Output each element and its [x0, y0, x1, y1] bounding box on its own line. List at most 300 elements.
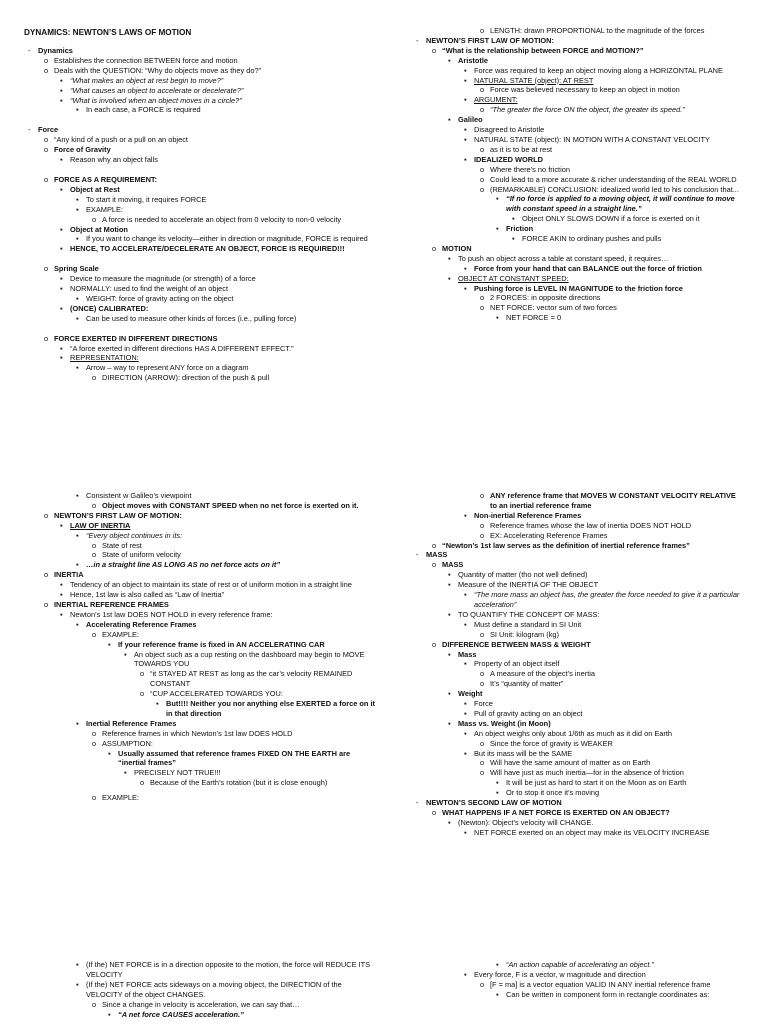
outline-item: [24, 768, 376, 778]
spacer: [24, 254, 376, 264]
bullet-marker: o: [480, 105, 485, 115]
bullet-marker: ▪: [76, 204, 79, 214]
outline-item: [412, 165, 744, 175]
outline-item: [412, 274, 744, 284]
outline-text: FORCE AS A REQUIREMENT:: [54, 174, 158, 184]
outline-item: [412, 590, 744, 610]
bullet-marker: ▪: [464, 154, 467, 164]
bottom-left-column: [24, 491, 376, 803]
outline-text: Disagreed to Aristotle: [474, 125, 545, 135]
bullet-marker: ▪: [60, 224, 63, 234]
outline-item: [24, 511, 376, 521]
outline-item: [412, 56, 744, 66]
outline-text: “If no force is applied to a moving object, it will continue to move with constant speed in a straight line.”: [506, 194, 735, 214]
outline-text: IDEALIZED WORLD: [474, 154, 543, 164]
outline-item: [412, 234, 744, 244]
outline-text: Quantity of matter (tho not well defined): [458, 570, 588, 580]
bullet-marker: o: [432, 45, 437, 55]
outline-item: [412, 194, 744, 214]
bullet-marker: ▪: [76, 979, 79, 989]
outline-text: Hence, 1st law is also called as “Law of Inertia”: [70, 590, 225, 600]
bullet-marker: ▪: [76, 313, 79, 323]
outline-item: [24, 580, 376, 590]
document-title: DYNAMICS: NEWTON’S LAWS OF MOTION: [24, 28, 192, 37]
outline-text: Will have just as much inertia—for in the absence of friction: [490, 768, 684, 778]
bullet-marker: ▪: [448, 718, 451, 728]
outline-text: Deals with the QUESTION: “Why do objects move as they do?”: [54, 65, 262, 75]
outline-item: [412, 630, 744, 640]
outline-text: INERTIA: [54, 570, 84, 580]
outline-item: [412, 960, 744, 970]
outline-item: [412, 46, 744, 56]
outline-item: [412, 640, 744, 650]
outline-item: [412, 541, 744, 551]
bullet-marker: -: [416, 798, 419, 808]
bullet-marker: ▪: [76, 363, 79, 373]
bullet-marker: o: [480, 491, 485, 500]
bullet-marker: ▪: [464, 75, 467, 85]
outline-text: “What causes an object to accelerate or decelerate?”: [70, 85, 244, 95]
outline-item: [412, 768, 744, 778]
outline-text: “Any kind of a push or a pull on an object: [54, 135, 188, 145]
outline-item: [412, 659, 744, 669]
bullet-marker: o: [480, 669, 485, 679]
outline-item: [24, 590, 376, 600]
outline-text: HENCE, TO ACCELERATE/DECELERATE AN OBJECT, FORCE IS REQUIRED!!!: [70, 244, 345, 254]
outline-text: “A force exerted in different directions HAS A DIFFERENT EFFECT.”: [70, 343, 294, 353]
bullet-marker: ▪: [76, 718, 79, 728]
bullet-marker: ▪: [496, 989, 499, 999]
outline-text: Newton’s 1st law DOES NOT HOLD in every reference frame:: [70, 609, 273, 619]
outline-item: [24, 46, 376, 56]
outline-item: [24, 610, 376, 620]
bullet-marker: ▪: [76, 105, 79, 115]
outline-item: [24, 234, 376, 244]
bullet-marker: ▪: [464, 263, 467, 273]
outline-item: [24, 570, 376, 580]
bullet-marker: ▪: [60, 244, 63, 254]
bullet-marker: ▪: [76, 530, 79, 540]
outline-item: [24, 640, 376, 650]
outline-text: Reference frames in which Newton’s 1st law DOES HOLD: [102, 728, 293, 738]
outline-item: [412, 679, 744, 689]
outline-item: [24, 86, 376, 96]
outline-text: PRECISELY NOT TRUE!!!: [134, 768, 221, 778]
bullet-marker: ▪: [464, 283, 467, 293]
outline-text: State of uniform velocity: [102, 550, 181, 560]
bullet-marker: ▪: [60, 520, 63, 530]
outline-item: [412, 145, 744, 155]
outline-text: But its mass will be the SAME: [474, 748, 573, 758]
bullet-marker: ▪: [464, 95, 467, 105]
outline-text: NEWTON’S FIRST LAW OF MOTION:: [426, 35, 554, 45]
bullet-marker: o: [480, 758, 485, 768]
bullet-marker: ▪: [76, 234, 79, 244]
bullet-marker: o: [480, 679, 485, 689]
outline-item: [24, 76, 376, 86]
bullet-marker: o: [44, 599, 49, 609]
outline-item: [412, 788, 744, 798]
bullet-marker: ▪: [124, 649, 127, 659]
outline-text: To start it moving, it requires FORCE: [86, 194, 207, 204]
bullet-marker: ▪: [60, 95, 63, 105]
bullet-marker: o: [432, 540, 437, 550]
bullet-marker: o: [92, 728, 97, 738]
outline-text: Must define a standard in SI Unit: [474, 619, 582, 629]
outline-text: Device to measure the magnitude (or strength) of a force: [70, 274, 256, 284]
bullet-marker: o: [92, 550, 97, 560]
spacer: [24, 324, 376, 334]
bullet-marker: ▪: [60, 85, 63, 95]
bullet-marker: ▪: [512, 234, 515, 244]
outline-item: [412, 155, 744, 165]
outline-item: [24, 1010, 376, 1020]
outline-item: [412, 293, 744, 303]
outline-item: [24, 749, 376, 769]
outline-item: [412, 214, 744, 224]
outline-item: [24, 105, 376, 115]
bullet-marker: ▪: [60, 353, 63, 363]
outline-text: LAW OF INERTIA: [70, 520, 131, 530]
outline-item: [24, 630, 376, 640]
outline-text: (Newton): Object’s velocity will CHANGE.: [458, 817, 594, 827]
bullet-marker: ▪: [60, 274, 63, 284]
outline-item: [24, 314, 376, 324]
outline-item: [412, 36, 744, 46]
outline-item: [24, 650, 376, 670]
outline-text: “What makes an object at rest begin to move?”: [70, 75, 224, 85]
outline-text: NATURAL STATE (object): IN MOTION WITH A CONSTANT VELOCITY: [474, 134, 710, 144]
bullet-marker: ▪: [60, 284, 63, 294]
outline-item: [412, 521, 744, 531]
bullet-marker: o: [44, 510, 49, 520]
outline-text: “A net force CAUSES acceleration.”: [118, 1009, 244, 1019]
outline-item: [24, 294, 376, 304]
bullet-marker: o: [480, 738, 485, 748]
outline-item: [24, 531, 376, 541]
outline-text: Force: [474, 699, 493, 709]
bullet-marker: ▪: [108, 1009, 111, 1019]
outline-item: [24, 185, 376, 195]
outline-text: NATURAL STATE (object): AT REST: [474, 75, 594, 85]
outline-text: as it is to be at rest: [490, 144, 553, 154]
outline-text: Establishes the connection BETWEEN force and motion: [54, 55, 238, 65]
outline-item: [24, 669, 376, 689]
outline-text: “An action capable of accelerating an object.”: [506, 960, 654, 969]
outline-text: Accelerating Reference Frames: [86, 619, 197, 629]
outline-item: [412, 828, 744, 838]
bullet-marker: ▪: [76, 560, 79, 570]
outline-text: TO QUANTIFY THE CONCEPT OF MASS:: [458, 609, 600, 619]
bullet-marker: -: [416, 35, 419, 45]
outline-item: [412, 970, 744, 980]
outline-text: A measure of the object’s inertia: [490, 669, 596, 679]
outline-text: NET FORCE: vector sum of two forces: [490, 303, 617, 313]
bullet-marker: ▪: [448, 253, 451, 263]
outline-item: [412, 115, 744, 125]
outline-item: [24, 719, 376, 729]
bullet-marker: ▪: [60, 184, 63, 194]
outline-item: [412, 105, 744, 115]
outline-item: [412, 76, 744, 86]
outline-text: REPRESENTATION:: [70, 353, 139, 363]
outline-text: An object weighs only about 1/6th as much as it did on Earth: [474, 728, 673, 738]
outline-item: [24, 793, 376, 803]
bullet-marker: ▪: [464, 827, 467, 837]
outline-text: Object ONLY SLOWS DOWN if a force is exerted on it: [522, 214, 700, 224]
outline-text: It’s “quantity of matter”: [490, 679, 564, 689]
bullet-marker: o: [44, 174, 49, 184]
outline-text: “The more mass an object has, the greater the force needed to give it a particular acceleration”: [474, 590, 740, 609]
outline-text: ASSUMPTION:: [102, 738, 153, 748]
outline-text: DIRECTION (ARROW): direction of the push & pull: [102, 373, 270, 383]
outline-text: Usually assumed that reference frames FIXED ON THE EARTH are “inertial frames”: [118, 748, 351, 768]
top-right-column: [412, 26, 744, 323]
outline-item: [412, 689, 744, 699]
outline-text: Consistent w Galileo’s viewpoint: [86, 491, 192, 500]
outline-item: [412, 313, 744, 323]
outline-item: [412, 135, 744, 145]
outline-text: Spring Scale: [54, 264, 99, 274]
bullet-marker: o: [480, 85, 485, 95]
outline-item: [412, 818, 744, 828]
bullet-marker: ▪: [60, 75, 63, 85]
bullet-marker: ▪: [60, 343, 63, 353]
outline-text: [F = ma] is a vector equation VALID IN ANY inertial reference frame: [490, 979, 711, 989]
outline-item: [412, 560, 744, 570]
outline-text: Force: [38, 125, 59, 135]
bullet-marker: ▪: [156, 699, 159, 709]
outline-item: [24, 145, 376, 155]
bottom-right-column-2: [412, 960, 744, 1000]
bullet-marker: ▪: [464, 969, 467, 979]
outline-text: Could lead to a more accurate & richer understanding of the REAL WORLD: [490, 174, 737, 184]
outline-item: [412, 26, 744, 36]
bullet-marker: ▪: [448, 649, 451, 659]
bullet-marker: o: [480, 184, 485, 194]
bottom-right-column: [412, 491, 744, 838]
outline-text: Force of Gravity: [54, 145, 111, 155]
bullet-marker: o: [480, 979, 485, 989]
bullet-marker: o: [92, 500, 97, 510]
bullet-marker: ▪: [496, 788, 499, 798]
outline-text: INERTIAL REFERENCE FRAMES: [54, 599, 169, 609]
bullet-marker: ▪: [464, 510, 467, 520]
bullet-marker: o: [92, 373, 97, 383]
outline-text: Aristotle: [458, 55, 488, 65]
bullet-marker: ▪: [60, 609, 63, 619]
bullet-marker: ▪: [464, 659, 467, 669]
outline-item: [412, 699, 744, 709]
outline-text: EXAMPLE:: [102, 629, 139, 639]
bullet-marker: ▪: [124, 768, 127, 778]
bullet-marker: o: [480, 26, 485, 35]
outline-text: Reason why an object falls: [70, 155, 158, 165]
outline-item: [412, 550, 744, 560]
outline-item: [24, 125, 376, 135]
bullet-marker: ▪: [464, 699, 467, 709]
outline-item: [24, 778, 376, 788]
bullet-marker: ▪: [76, 491, 79, 500]
outline-text: …in a straight line AS LONG AS no net force acts on it”: [86, 560, 281, 570]
outline-item: [24, 264, 376, 274]
outline-item: [24, 225, 376, 235]
outline-item: [24, 1000, 376, 1010]
outline-item: [412, 284, 744, 294]
outline-item: [412, 669, 744, 679]
bullet-marker: ▪: [496, 194, 499, 204]
outline-text: “The greater the force ON the object, the greater its speed.”: [490, 105, 685, 115]
bullet-marker: o: [480, 164, 485, 174]
outline-text: SI Unit: kilogram (kg): [490, 629, 559, 639]
bullet-marker: o: [480, 520, 485, 530]
outline-item: [412, 303, 744, 313]
bullet-marker: o: [480, 629, 485, 639]
outline-item: [24, 373, 376, 383]
outline-text: “CUP ACCELERATED TOWARDS YOU:: [150, 689, 283, 699]
outline-text: MASS: [426, 550, 448, 560]
bullet-marker: o: [44, 145, 49, 155]
bullet-marker: ▪: [448, 115, 451, 125]
outline-text: Measure of the INERTIA OF THE OBJECT: [458, 580, 599, 590]
outline-text: To push an object across a table at constant speed, it requires…: [458, 253, 669, 263]
outline-item: [24, 96, 376, 106]
outline-item: [412, 264, 744, 274]
outline-item: [412, 709, 744, 719]
spacer: [24, 115, 376, 125]
outline-text: Friction: [506, 224, 534, 234]
outline-item: [24, 205, 376, 215]
outline-item: [412, 620, 744, 630]
bullet-marker: o: [432, 639, 437, 649]
bullet-marker: ▪: [448, 55, 451, 65]
outline-item: [24, 363, 376, 373]
bullet-marker: o: [480, 144, 485, 154]
outline-text: Inertial Reference Frames: [86, 718, 177, 728]
outline-text: Can be used to measure other kinds of forces (i.e., pulling force): [86, 313, 297, 323]
bullet-marker: o: [44, 264, 49, 274]
bullet-marker: o: [92, 999, 97, 1009]
outline-item: [24, 491, 376, 501]
outline-text: Object at Rest: [70, 184, 120, 194]
bullet-marker: ▪: [496, 960, 499, 969]
outline-text: Mass: [458, 649, 477, 659]
outline-item: [412, 739, 744, 749]
outline-item: [412, 610, 744, 620]
bullet-marker: ▪: [496, 313, 499, 323]
outline-text: Pushing force is LEVEL IN MAGNITUDE to the friction force: [474, 283, 683, 293]
bullet-marker: ▪: [464, 748, 467, 758]
outline-text: FORCE AKIN to ordinary pushes and pulls: [522, 234, 662, 244]
bullet-marker: ▪: [464, 65, 467, 75]
outline-text: “Every object continues in its:: [86, 530, 183, 540]
outline-item: [24, 699, 376, 719]
outline-text: Force was believed necessary to keep an object in motion: [490, 85, 680, 95]
bullet-marker: ▪: [60, 580, 63, 590]
bullet-marker: ▪: [448, 570, 451, 580]
outline-text: NEWTON’S SECOND LAW OF MOTION: [426, 798, 562, 808]
bullet-marker: ▪: [448, 609, 451, 619]
outline-item: [24, 344, 376, 354]
outline-item: [412, 778, 744, 788]
bullet-marker: ▪: [60, 590, 63, 600]
outline-text: OBJECT AT CONSTANT SPEED:: [458, 273, 569, 283]
outline-text: Or to stop it once it’s moving: [506, 788, 600, 798]
bullet-marker: ▪: [76, 619, 79, 629]
outline-text: It will be just as hard to start it on the Moon as on Earth: [506, 778, 687, 788]
outline-item: [24, 729, 376, 739]
outline-text: ARGUMENT:: [474, 95, 518, 105]
bullet-marker: o: [480, 293, 485, 303]
outline-item: [412, 511, 744, 521]
outline-item: [24, 960, 376, 980]
bullet-marker: o: [92, 629, 97, 639]
outline-text: MOTION: [442, 243, 472, 253]
outline-item: [24, 739, 376, 749]
outline-text: NEWTON’S FIRST LAW OF MOTION:: [54, 510, 182, 520]
outline-item: [24, 175, 376, 185]
outline-item: [412, 95, 744, 105]
bullet-marker: o: [44, 65, 49, 75]
bullet-marker: ▪: [76, 293, 79, 303]
top-left-column: [24, 46, 376, 383]
outline-item: [24, 66, 376, 76]
outline-item: [24, 521, 376, 531]
bullet-marker: -: [28, 46, 31, 55]
outline-item: [24, 689, 376, 699]
bullet-marker: o: [92, 540, 97, 550]
outline-item: [412, 798, 744, 808]
outline-text: Pull of gravity acting on an object: [474, 708, 583, 718]
outline-text: Arrow – way to represent ANY force on a diagram: [86, 363, 249, 373]
spacer: [24, 165, 376, 175]
outline-item: [24, 620, 376, 630]
outline-text: Property of an object itself: [474, 659, 560, 669]
bullet-marker: o: [432, 243, 437, 253]
outline-text: “Newton’s 1st law serves as the definition of inertial reference frames”: [442, 540, 690, 550]
outline-item: [412, 66, 744, 76]
outline-text: Dynamics: [38, 46, 73, 55]
outline-item: [412, 758, 744, 768]
outline-text: Weight: [458, 689, 483, 699]
bullet-marker: ▪: [464, 708, 467, 718]
outline-item: [24, 274, 376, 284]
outline-text: An object such as a cup resting on the dashboard may begin to MOVE TOWARDS YOU: [134, 649, 365, 669]
bullet-marker: ▪: [448, 817, 451, 827]
outline-text: (If the) NET FORCE acts sideways on a moving object, the DIRECTION of the VELOCITY of the object CHANGES.: [86, 979, 342, 999]
bullet-marker: o: [480, 174, 485, 184]
bullet-marker: o: [480, 530, 485, 540]
outline-item: [412, 491, 744, 511]
outline-text: NET FORCE exerted on an object may make its VELOCITY INCREASE: [474, 827, 710, 837]
bullet-marker: o: [140, 689, 145, 699]
outline-item: [24, 501, 376, 511]
bullet-marker: ▪: [464, 728, 467, 738]
bullet-marker: o: [92, 793, 97, 803]
bullet-marker: o: [92, 738, 97, 748]
outline-text: If you want to change its velocity—either in direction or magnitude, FORCE is required: [86, 234, 368, 244]
outline-text: (If the) NET FORCE is in a direction opposite to the motion, the force will REDUCE ITS VELOCITY: [86, 960, 371, 979]
outline-text: Every force, F is a vector, w magnitude and direction: [474, 969, 646, 979]
outline-text: Mass vs. Weight (in Moon): [458, 718, 551, 728]
bullet-marker: ▪: [448, 689, 451, 699]
outline-item: [24, 334, 376, 344]
bullet-marker: ▪: [108, 639, 111, 649]
bullet-marker: ▪: [464, 590, 467, 600]
outline-text: Galileo: [458, 115, 483, 125]
outline-item: [412, 531, 744, 541]
outline-item: [24, 284, 376, 294]
